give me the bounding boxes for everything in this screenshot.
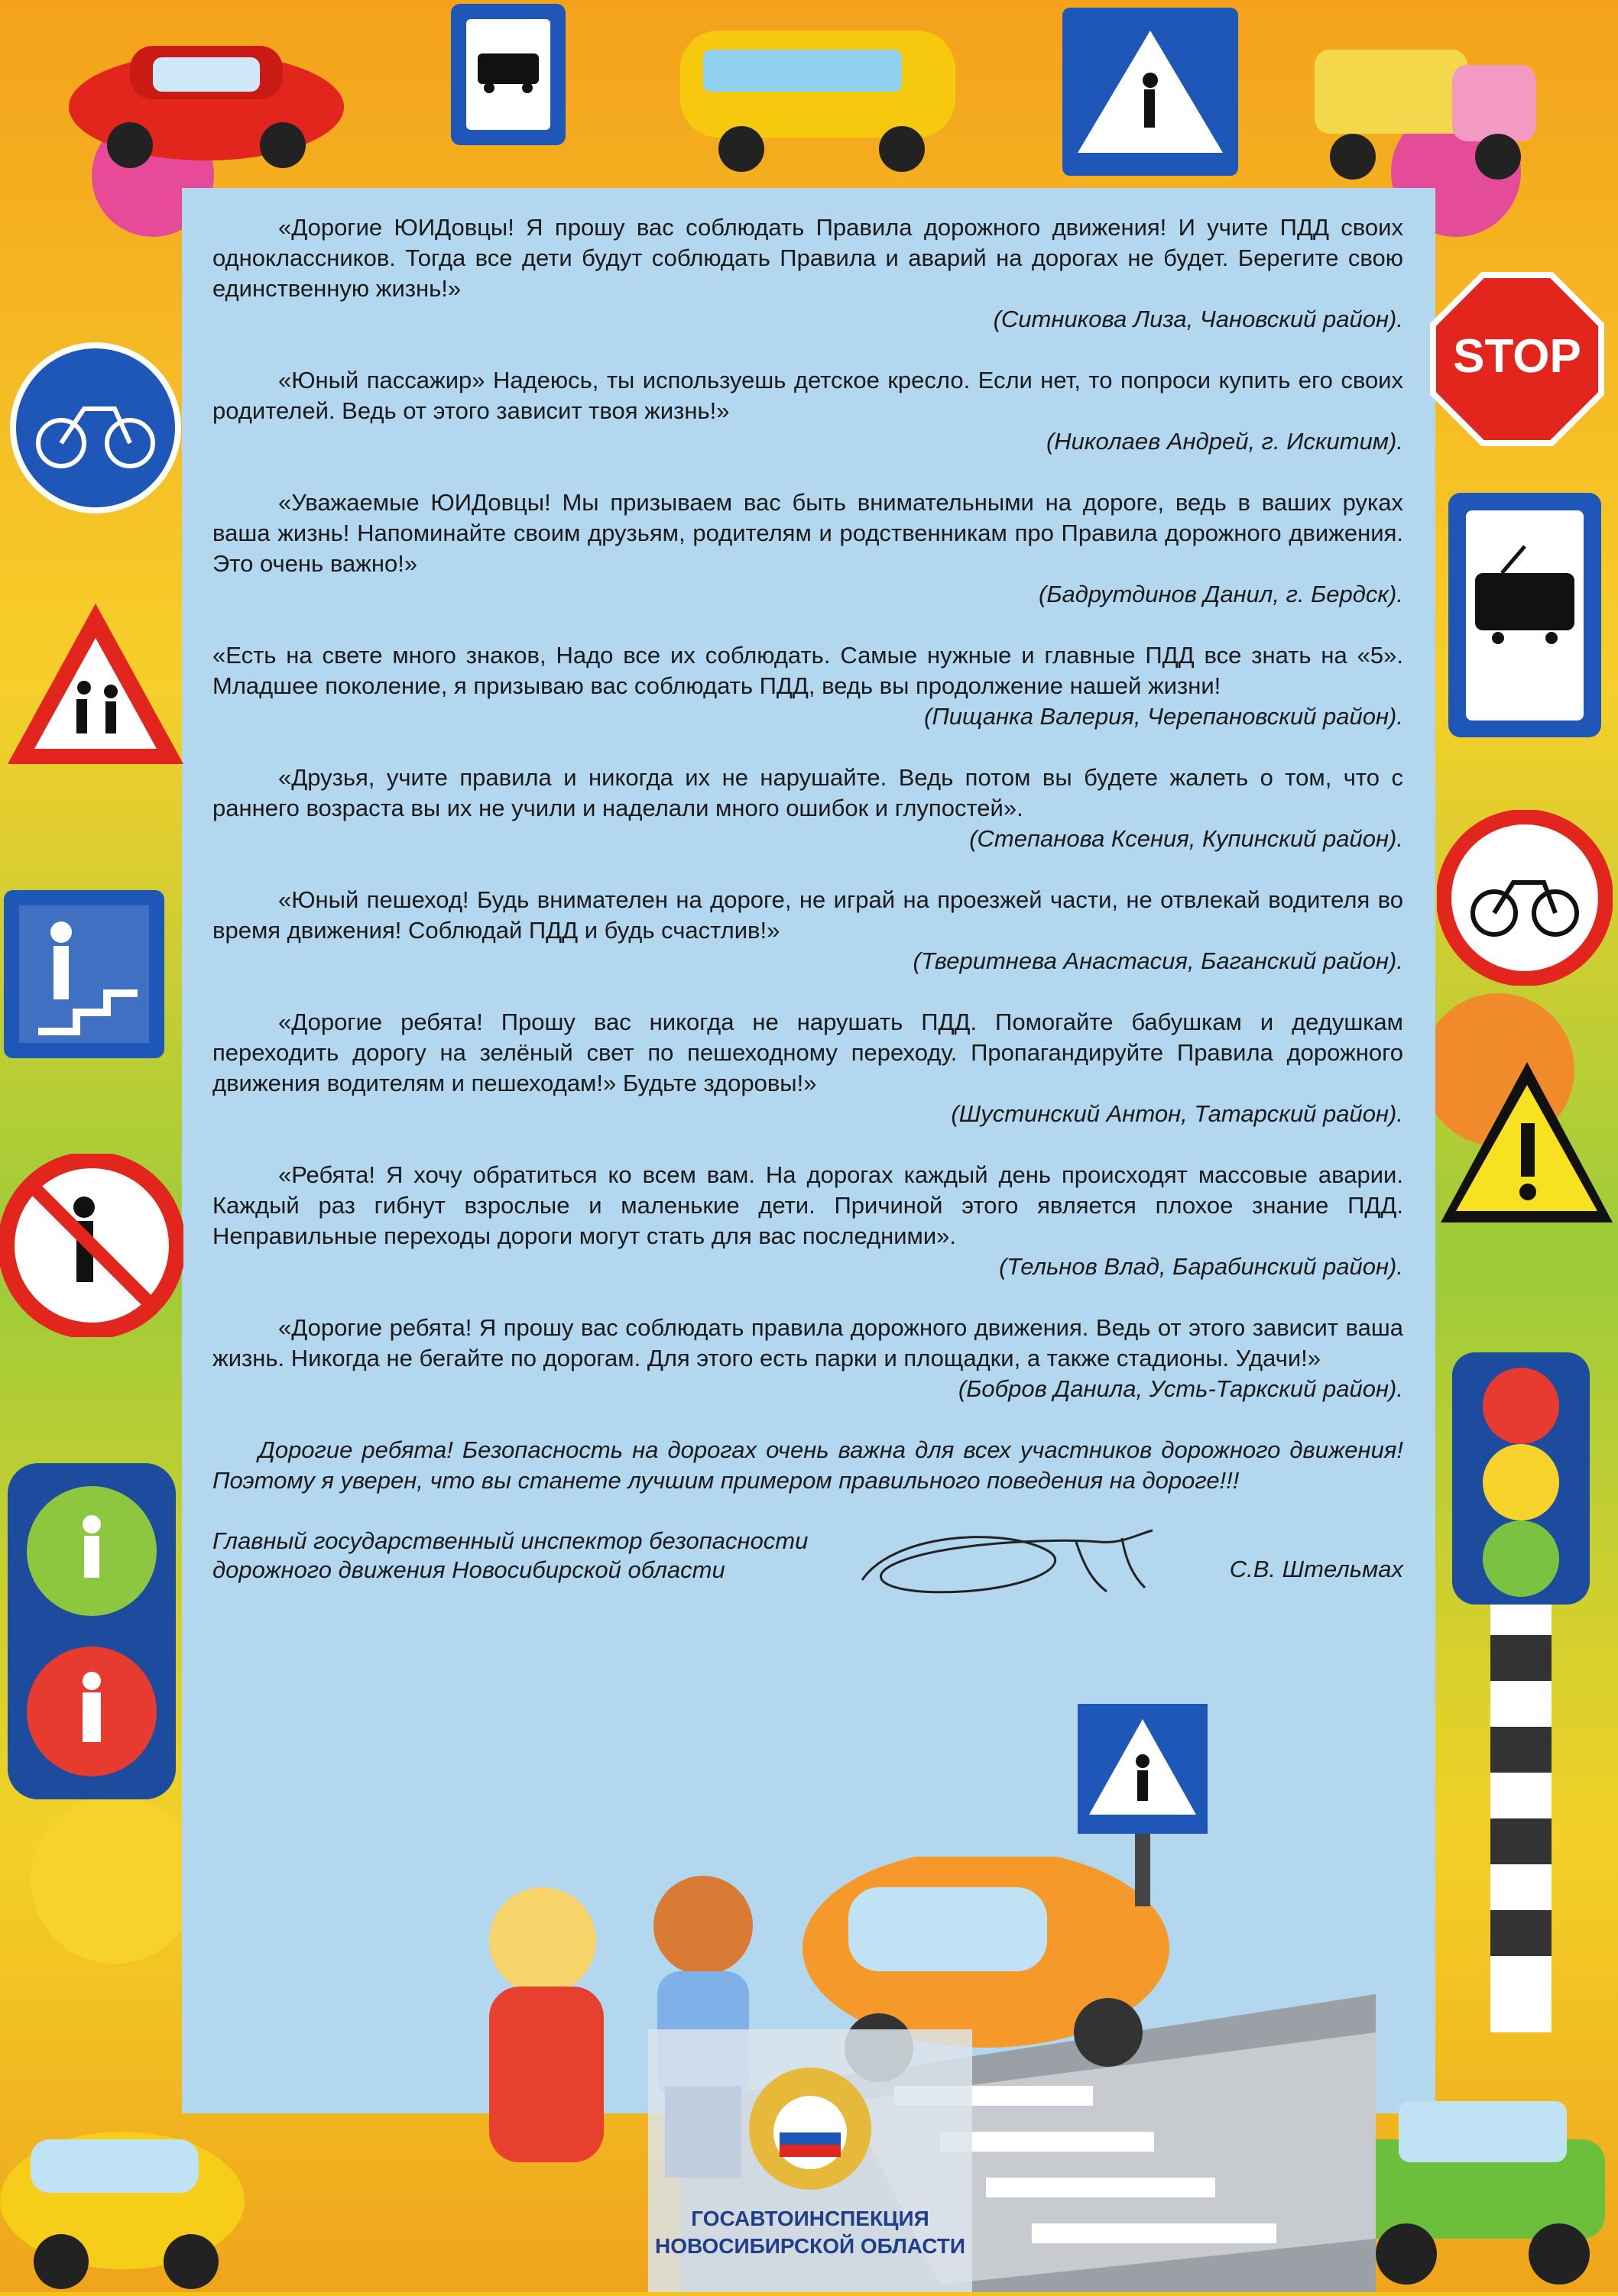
letter-text: «Дорогие ребята! Прошу вас никогда не нарушать ПДД. Помогайте бабушкам и дедушкам переходить дорогу на зелёный свет по пешеходному переходу. Пропагандируйте Правила дорожного движения водителям и пешеходам!» Будьте здоровы!» (212, 1009, 1403, 1096)
letter-text: «Есть на свете много знаков, Надо все их соблюдать. Самые нужные и главные ПДД все знать на «5». Младшее поколение, я призываю вас соблюдать ПДД, ведь вы продолжение нашей жизни! (212, 642, 1403, 699)
inspector-name: С.В. Штельмах (1229, 1556, 1403, 1582)
letter-author: (Тельнов Влад, Барабинский район). (999, 1253, 1403, 1280)
letter-author: (Николаев Андрей, г. Искитим). (1046, 428, 1403, 455)
traffic-light-pole-icon (1475, 1605, 1567, 2032)
dump-truck-icon (1299, 11, 1559, 187)
emblem-icon (741, 2060, 879, 2197)
pedestrian-crossing-sign-icon (1059, 4, 1242, 180)
no-bicycles-sign-icon (1437, 810, 1613, 986)
inspector-title-line: дорожного движения Новосибирской области (212, 1556, 725, 1583)
tram-stop-sign-icon (1445, 489, 1605, 741)
inspector-title-line: Главный государственный инспектор безопасности (212, 1527, 809, 1554)
letter-author: (Ситникова Лиза, Чановский район). (993, 306, 1403, 332)
letter-text: «Друзья, учите правила и никогда их не нарушайте. Ведь потом вы будете жалеть о том, что с раннего возраста вы их не учили и наделали много ошибок и глупостей». (212, 764, 1403, 821)
letter-text: «Юный пассажир» Надеюсь, ты используешь детское кресло. Если нет, то попроси купить его своих родителей. Ведь от этого зависит твоя жизнь!» (212, 367, 1403, 424)
bicycle-lane-sign-icon (8, 340, 183, 516)
decor-scallop (31, 1796, 199, 1964)
danger-warning-sign-icon (1437, 1054, 1618, 1230)
stop-sign-icon (1429, 271, 1605, 447)
letter-author: (Бобров Данила, Усть-Таркский район). (958, 1375, 1403, 1402)
school-bus-icon (673, 8, 963, 176)
logo-caption (648, 2205, 972, 2260)
traffic-light-icon (1445, 1345, 1597, 1612)
pedestrian-traffic-light-icon (0, 1459, 183, 1803)
letter-author: (Бадрутдинов Данил, г. Бердск). (1039, 581, 1403, 607)
letter-text: «Юный пешеход! Будь внимателен на дороге, не играй на проезжей части, не отвлекай водителя во время движения! Соблюдай ПДД и будь счастлив!» (212, 886, 1403, 944)
letter-author: (Пищанка Валерия, Черепановский район). (924, 703, 1403, 730)
letters-content (212, 212, 1403, 1603)
letter-text: «Уважаемые ЮИДовцы! Мы призываем вас быть внимательными на дороге, ведь в ваших руках ваша жизнь! Напоминайте своим друзьям, родителям и родственникам про Правила дорожного движения. Это очень важно!» (212, 489, 1403, 577)
letter-author: (Шустинский Антон, Татарский район). (951, 1100, 1403, 1127)
gai-logo-block (648, 2029, 972, 2292)
underground-crossing-sign-icon (0, 886, 168, 1062)
letter-author: (Степанова Ксения, Купинский район). (969, 825, 1403, 852)
bus-stop-sign-icon (447, 0, 569, 153)
yellow-car-icon (0, 2055, 252, 2292)
stop-sign-label: STOP (1453, 330, 1581, 383)
green-jeep-icon (1338, 2048, 1618, 2292)
letter-text: «Ребята! Я хочу обратиться ко всем вам. На дорогах каждый день происходят массовые аварии. Каждый раз гибнут взрослые и маленькие дети. Причиной этого является плохое знание ПДД. Неправильные переходы дороги могут стать для вас последними». (212, 1161, 1403, 1249)
no-pedestrians-sign-icon (0, 1154, 183, 1337)
logo-caption-line: ГОСАВТОИНСПЕКЦИЯ (691, 2207, 929, 2230)
letter-text: «Дорогие ребята! Я прошу вас соблюдать правила дорожного движения. Ведь от этого зависит ваша жизнь. Никогда не бегайте по дорогам. Для этого есть парки и площадки, а также стадионы. Удачи!» (212, 1314, 1403, 1371)
signature-block (212, 1527, 1403, 1603)
children-warning-sign-icon (0, 596, 191, 772)
closing-message: Дорогие ребята! Безопасность на дорогах очень важна для всех участников дорожного движения! Поэтому я уверен, что вы станете лучшим примером правильного поведения на дороге!!! (212, 1436, 1403, 1494)
crosswalk-sign-icon (1074, 1700, 1211, 1906)
inspector-title (212, 1527, 808, 1585)
handwritten-signature (847, 1519, 1206, 1603)
logo-caption-line: НОВОСИБИРСКОЙ ОБЛАСТИ (655, 2234, 965, 2258)
red-car-icon (61, 15, 352, 168)
letter-text: «Дорогие ЮИДовцы! Я прошу вас соблюдать Правила дорожного движения! И учите ПДД своих одноклассников. Тогда все дети будут соблюдать Правила и аварий на дорогах не будет. Берегите свою единственную жизнь!» (212, 214, 1403, 302)
letter-author: (Тверитнева Анастасия, Баганский район). (913, 947, 1403, 974)
